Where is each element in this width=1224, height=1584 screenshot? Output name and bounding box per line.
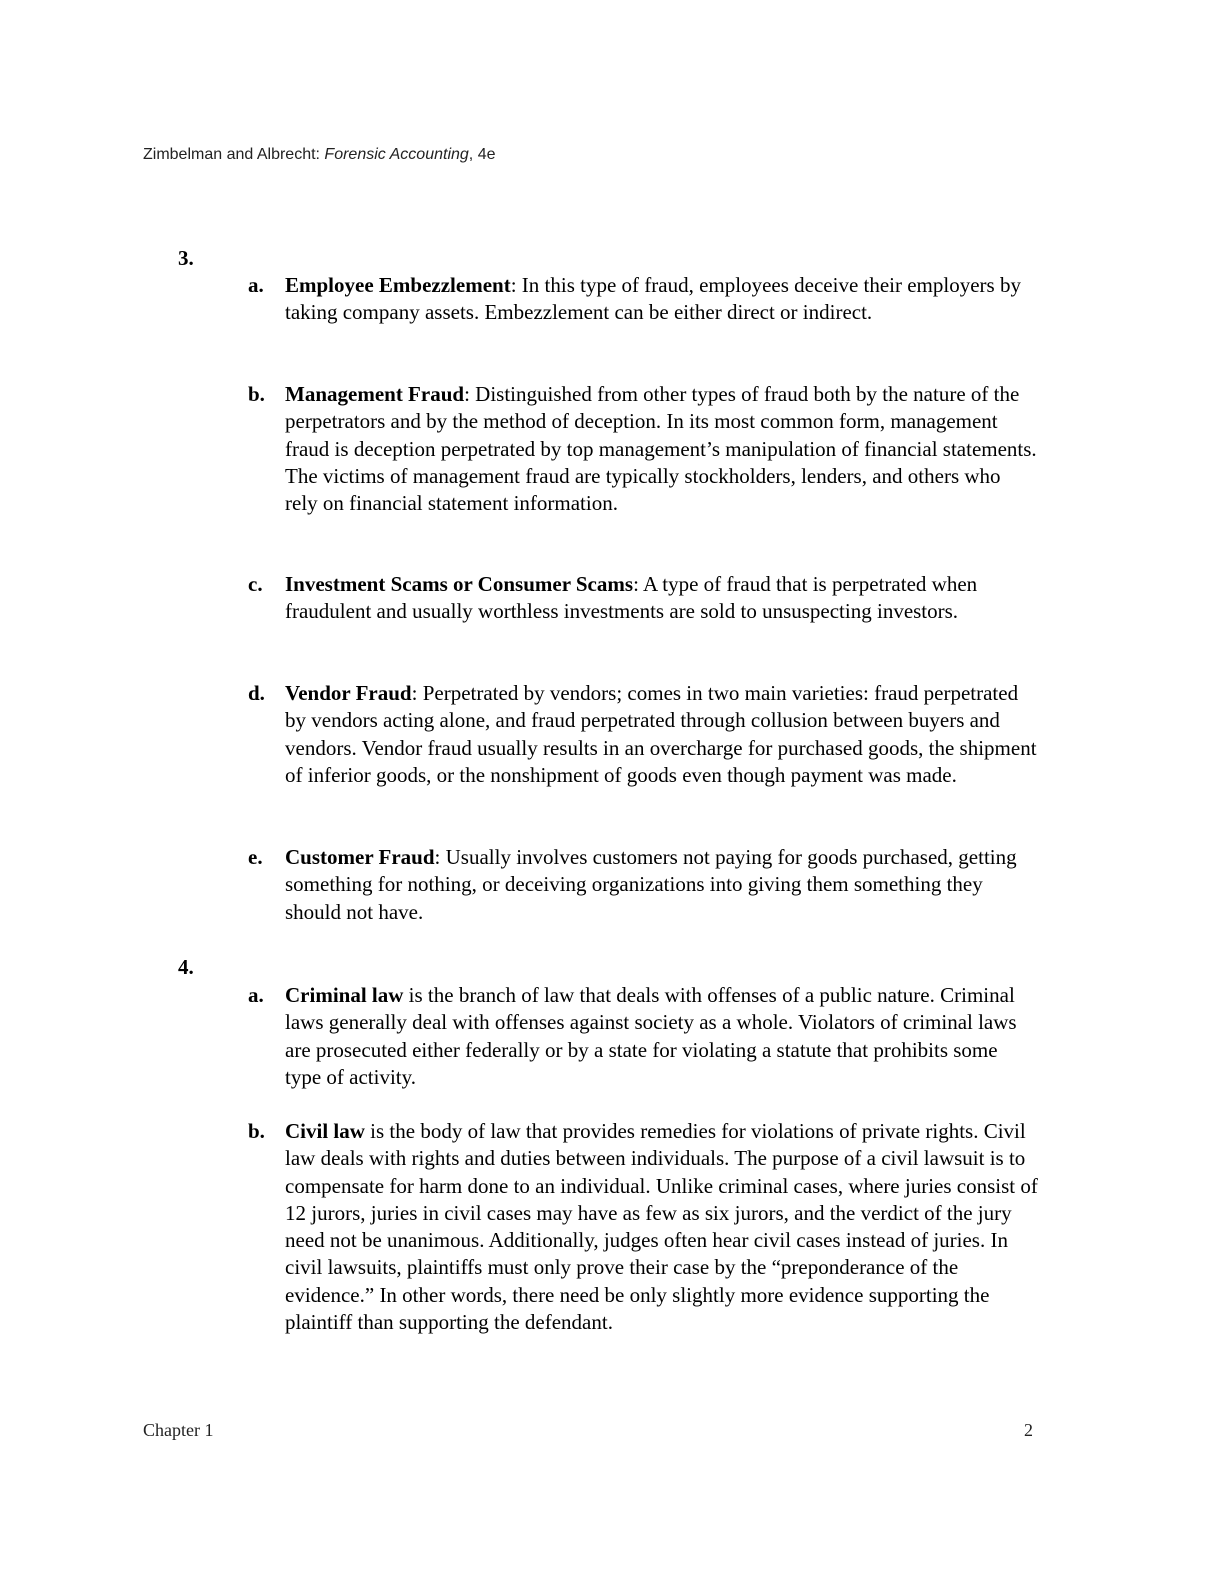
answer-item [248, 1118, 1038, 1336]
item-text: A type of fraud that is perpetrated when fraudulent and usually worthless investments are sold to unsuspecting investors. [285, 572, 978, 624]
item-text: Distinguished from other types of fraud both by the nature of the perpetrators and by the method of deception. In its most common form, management fraud is deception perpetrated by top management’s manipulation of financial statements. The victims of management fraud are typically stockholders, lenders, and others who rely on financial statement information. [285, 382, 1037, 516]
item-letter: b. [248, 1119, 265, 1143]
item-letter: a. [248, 983, 264, 1007]
answer-item [248, 381, 1038, 517]
answer-item [248, 844, 1038, 926]
item-term: Customer Fraud [285, 845, 435, 869]
item-separator: : [411, 681, 423, 705]
item-text: is the body of law that provides remedies for violations of private rights. Civil law deals with rights and duties between individuals. The purpose of a civil lawsuit is to compensate for harm done to an individual. Unlike criminal cases, where juries consist of 12 jurors, juries in civil cases may have as few as six jurors, and the verdict of the jury need not be unanimous. Additionally, judges often hear civil cases instead of juries. In civil lawsuits, plaintiffs must only prove their case by the “preponderance of the evidence.” In other words, there need be only slightly more evidence supporting the plaintiff than supporting the defendant. [285, 1119, 1038, 1335]
header-authors: Zimbelman and Albrecht: [143, 146, 325, 163]
item-text: Perpetrated by vendors; comes in two main varieties: fraud perpetrated by vendors acting alone, and fraud perpetrated through collusion between buyers and vendors. Vendor fraud usually results in an overcharge for purchased goods, the shipment of inferior goods, or the nonshipment of goods even though payment was made. [285, 681, 1037, 787]
answer-item [248, 680, 1038, 789]
item-letter: d. [248, 681, 265, 705]
item-term: Vendor Fraud [285, 681, 412, 705]
item-separator: : [464, 382, 476, 406]
running-header [143, 146, 495, 164]
header-book-title: Forensic Accounting [324, 146, 469, 163]
item-text: Usually involves customers not paying for goods purchased, getting something for nothing, or deceiving organizations into giving them something they should not have. [285, 845, 1017, 924]
item-letter: e. [248, 845, 263, 869]
header-edition: , 4e [468, 146, 496, 163]
question-number: 3. [178, 246, 194, 270]
item-term: Criminal law [285, 983, 404, 1007]
footer-page-number: 2 [1024, 1420, 1033, 1440]
answer-item [248, 571, 1038, 626]
item-term: Investment Scams or Consumer Scams [285, 572, 634, 596]
item-text: is the branch of law that deals with offenses of a public nature. Criminal laws generally deal with offenses against society as a whole. Violators of criminal laws are prosecuted either federally or by a state for violating a statute that prohibits some type of activity. [285, 983, 1017, 1089]
item-separator: : [510, 273, 522, 297]
answer-item [248, 272, 1038, 327]
item-term: Management Fraud [285, 382, 465, 406]
item-letter: c. [248, 572, 263, 596]
item-letter: b. [248, 382, 265, 406]
item-term: Employee Embezzlement [285, 273, 511, 297]
item-separator: : [434, 845, 446, 869]
item-text: In this type of fraud, employees deceive their employers by taking company assets. Embezzlement can be either direct or indirect. [285, 273, 1021, 325]
item-term: Civil law [285, 1119, 365, 1143]
question-number: 4. [178, 955, 194, 979]
footer-chapter: Chapter 1 [143, 1420, 214, 1440]
item-separator: : [633, 572, 643, 596]
answer-item [248, 982, 1038, 1091]
item-letter: a. [248, 273, 264, 297]
